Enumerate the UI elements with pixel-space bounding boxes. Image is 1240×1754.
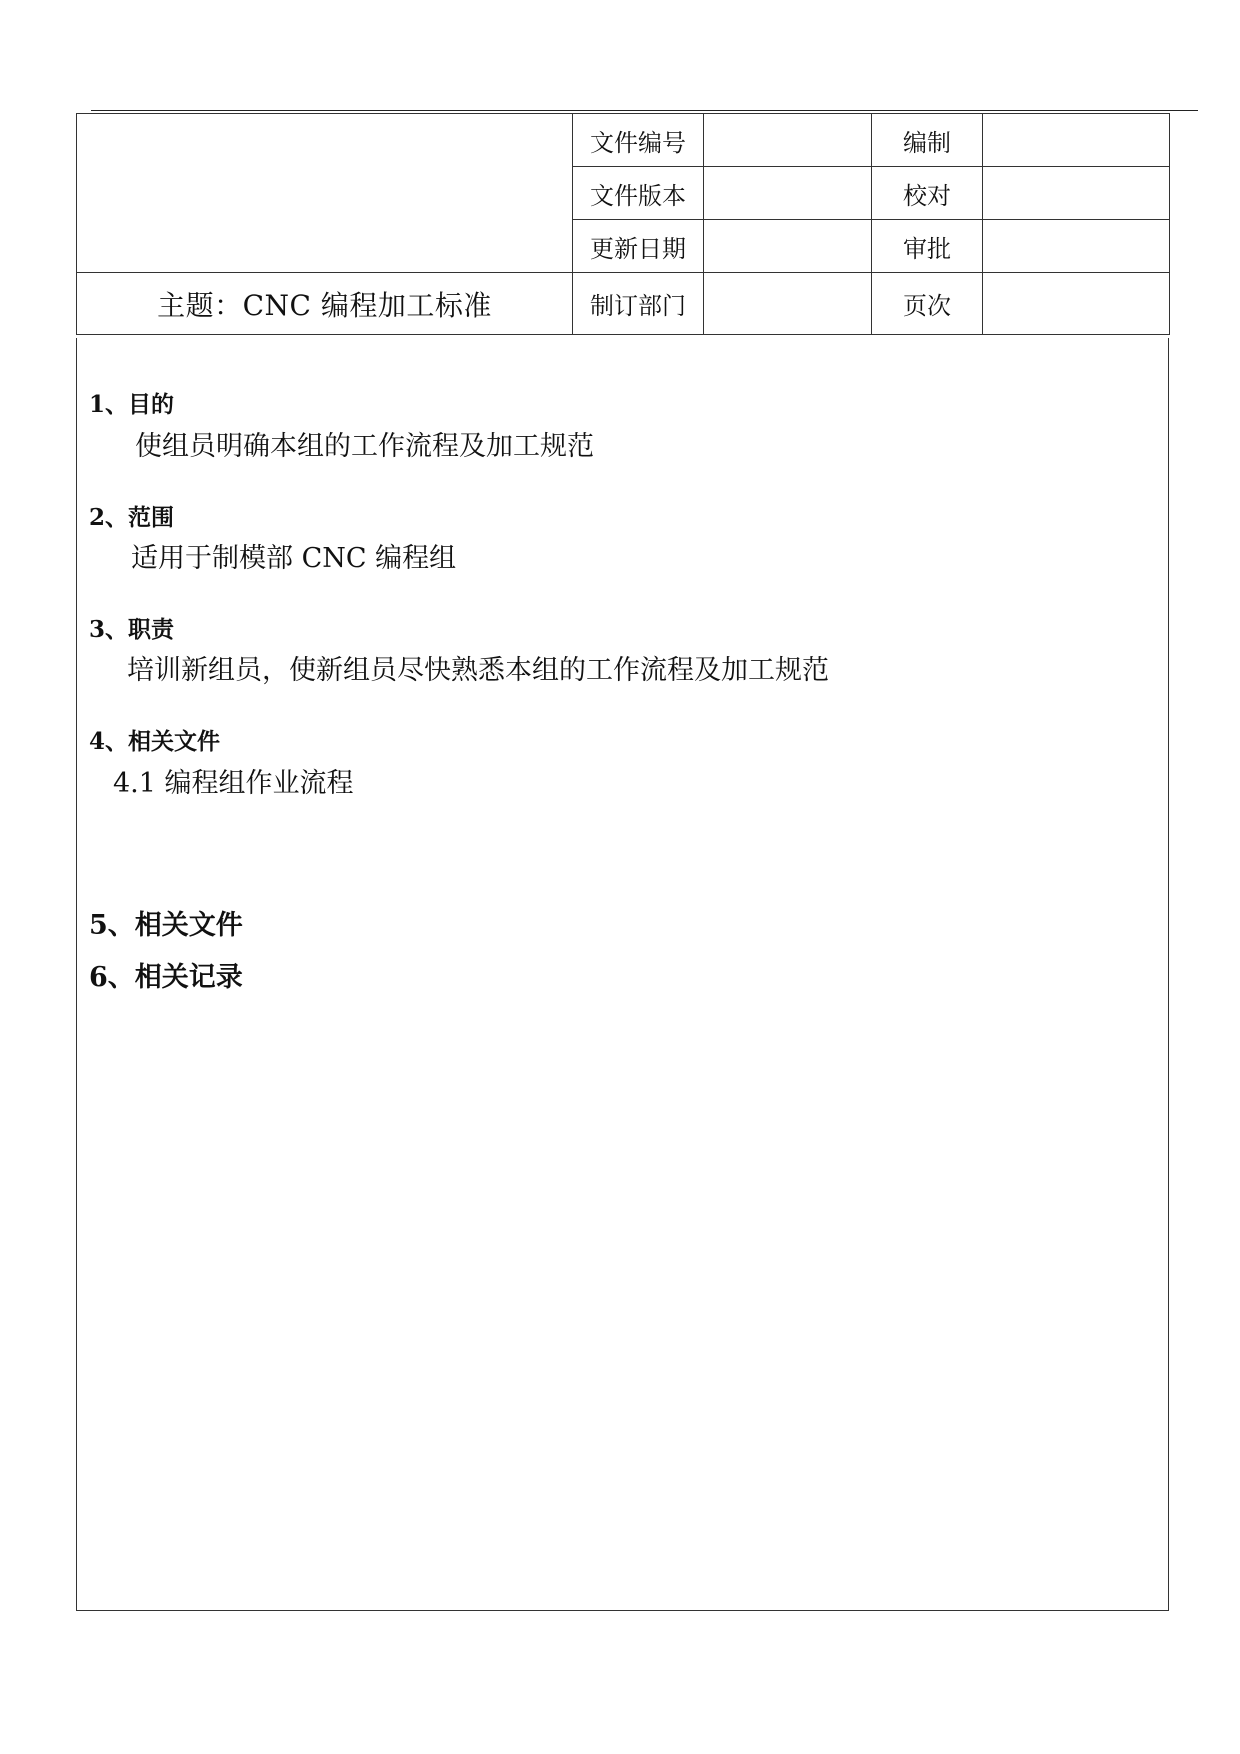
section-5-heading: 5、相关文件 — [89, 910, 243, 941]
header-blank-cell — [77, 114, 573, 273]
label-prepared-by: 编制 — [872, 114, 983, 167]
section-3-text: 培训新组员，使新组员尽快熟悉本组的工作流程及加工规范 — [127, 655, 829, 686]
section-6-heading: 6、相关记录 — [89, 962, 243, 993]
field-file-version — [704, 167, 872, 220]
document-subject: 主题：CNC 编程加工标准 — [77, 273, 573, 335]
section-4-heading: 4、相关文件 — [89, 728, 221, 755]
label-checked-by: 校对 — [872, 167, 983, 220]
label-department: 制订部门 — [573, 273, 704, 335]
section-3-heading: 3、职责 — [89, 616, 175, 643]
field-department — [704, 273, 872, 335]
field-prepared-by — [983, 114, 1170, 167]
field-file-number — [704, 114, 872, 167]
label-file-version: 文件版本 — [573, 167, 704, 220]
section-1-heading: 1、目的 — [89, 391, 175, 418]
field-update-date — [704, 220, 872, 273]
label-approved-by: 审批 — [872, 220, 983, 273]
document-body — [76, 338, 1169, 1611]
label-update-date: 更新日期 — [573, 220, 704, 273]
label-page-number: 页次 — [872, 273, 983, 335]
top-rule — [91, 110, 1198, 111]
section-2-heading: 2、范围 — [89, 504, 175, 531]
field-checked-by — [983, 167, 1170, 220]
label-file-number: 文件编号 — [573, 114, 704, 167]
section-1-text: 使组员明确本组的工作流程及加工规范 — [135, 431, 594, 462]
document-header-table — [76, 113, 1170, 335]
section-2-text: 适用于制模部 CNC 编程组 — [131, 543, 457, 574]
header-row-subject — [77, 273, 1170, 335]
header-row-file-number — [77, 114, 1170, 167]
section-4-text: 4.1 编程组作业流程 — [113, 768, 354, 799]
field-page-number — [983, 273, 1170, 335]
field-approved-by — [983, 220, 1170, 273]
